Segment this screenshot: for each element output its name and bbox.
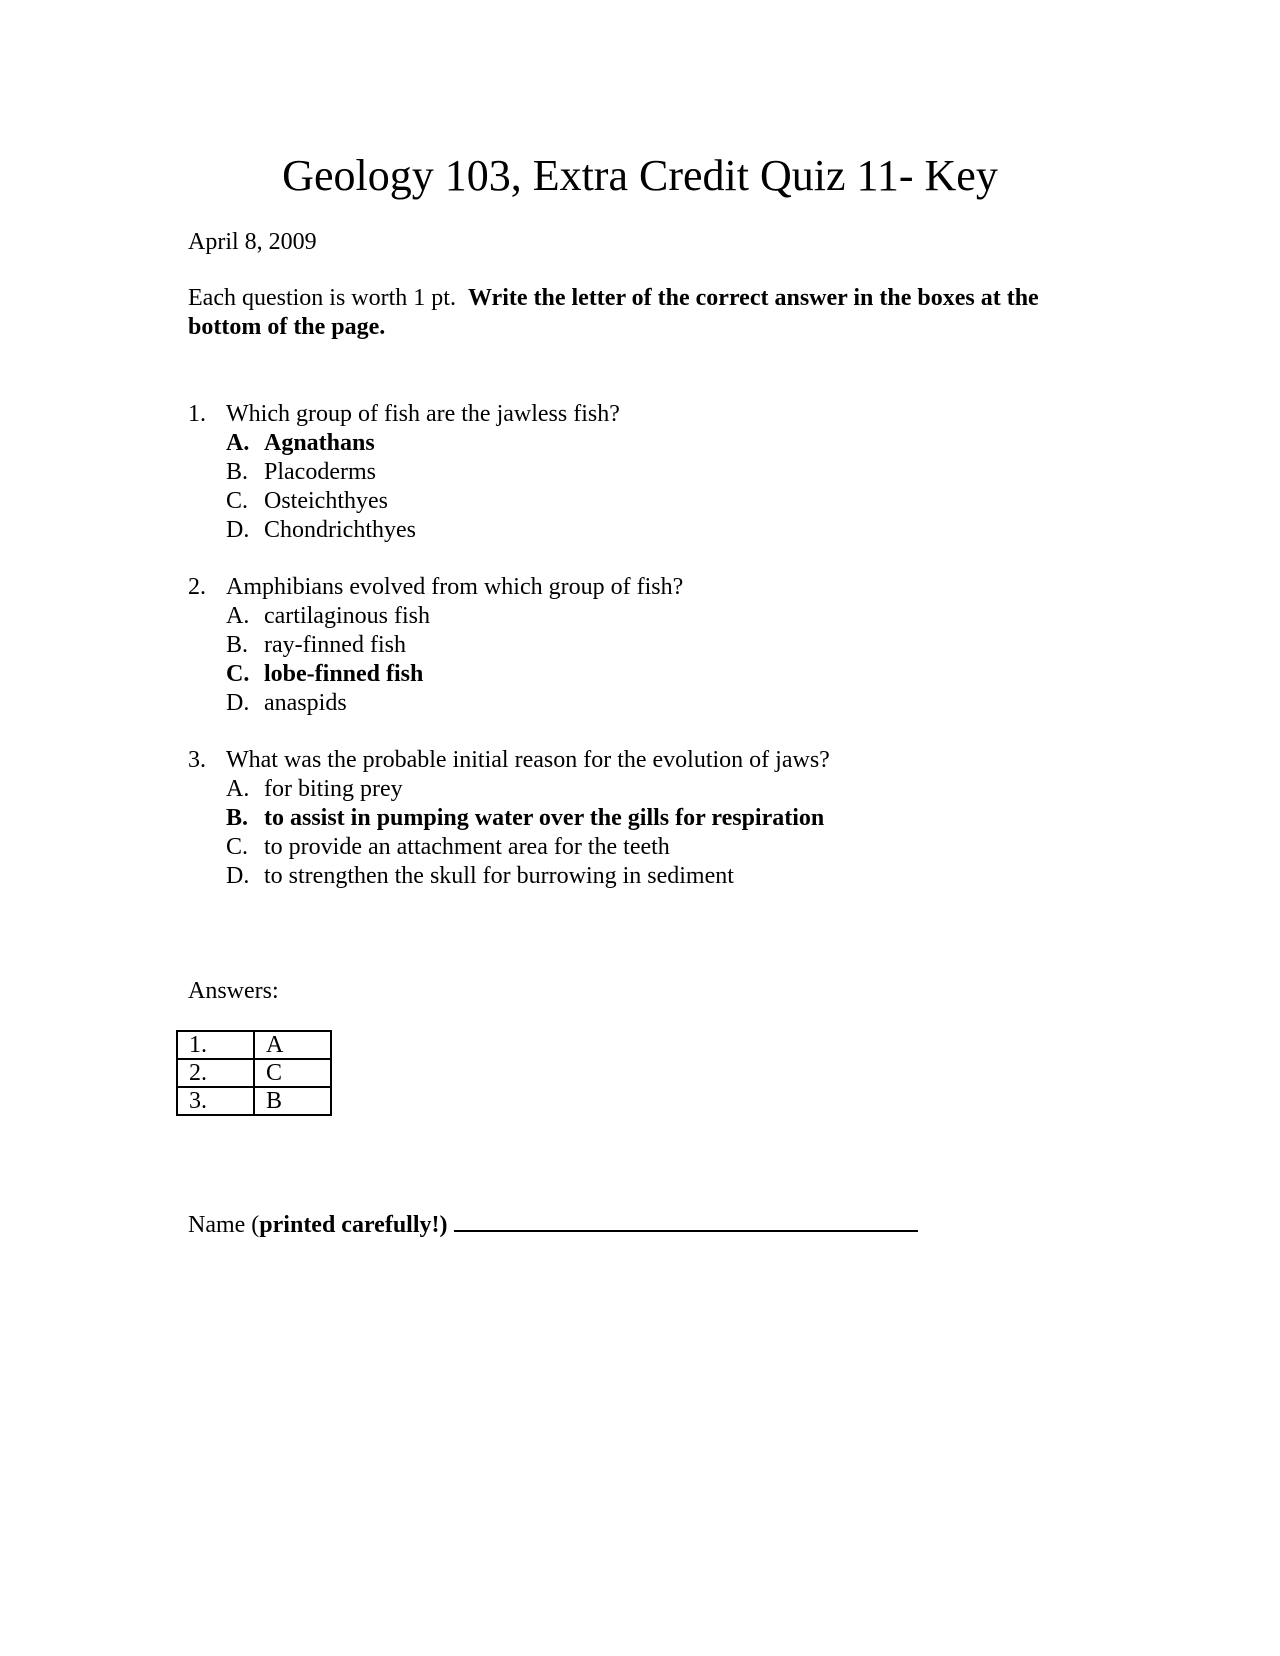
quiz-date: April 8, 2009 xyxy=(188,229,317,255)
name-instruction-bold: printed carefully!) xyxy=(259,1212,448,1238)
option-b xyxy=(188,804,830,833)
instructions-bold: Write the letter of the correct answer in the boxes at the bottom of the page. xyxy=(188,285,1039,340)
question-text: Amphibians evolved from which group of fish? xyxy=(226,574,684,600)
option-b xyxy=(188,631,683,660)
answers-table xyxy=(176,1030,332,1116)
answer-letter-cell: A xyxy=(254,1031,331,1059)
option-letter: C. xyxy=(226,488,249,514)
option-c xyxy=(188,833,830,862)
question-stem xyxy=(188,573,683,602)
option-text: to provide an attachment area for the teeth xyxy=(264,834,670,860)
option-text: Osteichthyes xyxy=(264,488,388,514)
option-letter: A. xyxy=(226,603,250,629)
option-letter: D. xyxy=(226,863,250,889)
page-title: Geology 103, Extra Credit Quiz 11- Key xyxy=(282,151,998,200)
option-d xyxy=(188,689,683,718)
instructions-normal: Each question is worth 1 pt. xyxy=(188,285,456,311)
option-letter: A. xyxy=(226,776,250,802)
question-number: 3. xyxy=(188,747,206,773)
name-prefix: Name ( xyxy=(188,1212,260,1238)
question-1 xyxy=(188,400,620,545)
option-a xyxy=(188,602,683,631)
answer-number-cell: 2. xyxy=(177,1059,254,1087)
question-text: What was the probable initial reason for the evolution of jaws? xyxy=(226,747,830,773)
question-2 xyxy=(188,573,683,718)
option-d xyxy=(188,862,830,891)
option-text: to strengthen the skull for burrowing in sediment xyxy=(264,863,734,889)
question-text: Which group of fish are the jawless fish? xyxy=(226,401,620,427)
option-c xyxy=(188,487,620,516)
answer-number-cell: 1. xyxy=(177,1031,254,1059)
option-letter: C. xyxy=(226,661,250,687)
answer-letter-cell: C xyxy=(254,1059,331,1087)
option-letter: B. xyxy=(226,459,249,485)
question-number: 1. xyxy=(188,401,206,427)
option-letter: D. xyxy=(226,517,250,543)
instructions xyxy=(188,284,1108,342)
option-d xyxy=(188,516,620,545)
option-c xyxy=(188,660,683,689)
option-text: Placoderms xyxy=(264,459,376,485)
table-row xyxy=(177,1059,331,1087)
answer-number-cell: 3. xyxy=(177,1087,254,1115)
option-letter: B. xyxy=(226,632,249,658)
name-blank-line xyxy=(454,1210,918,1232)
table-row xyxy=(177,1087,331,1115)
option-text: Chondrichthyes xyxy=(264,517,416,543)
option-letter: D. xyxy=(226,690,250,716)
option-text: for biting prey xyxy=(264,776,403,802)
answers-label: Answers: xyxy=(188,978,279,1004)
option-letter: C. xyxy=(226,834,249,860)
name-line xyxy=(188,1210,918,1239)
option-letter: A. xyxy=(226,430,250,456)
option-text: to assist in pumping water over the gills for respiration xyxy=(264,805,825,831)
question-stem xyxy=(188,746,830,775)
table-row xyxy=(177,1031,331,1059)
option-text: ray-finned fish xyxy=(264,632,406,658)
option-text: anaspids xyxy=(264,690,347,716)
option-b xyxy=(188,458,620,487)
option-text: cartilaginous fish xyxy=(264,603,430,629)
question-3 xyxy=(188,746,830,891)
question-stem xyxy=(188,400,620,429)
option-a xyxy=(188,429,620,458)
answer-letter-cell: B xyxy=(254,1087,331,1115)
option-letter: B. xyxy=(226,805,249,831)
option-text: Agnathans xyxy=(264,430,375,456)
option-text: lobe-finned fish xyxy=(264,661,424,687)
option-a xyxy=(188,775,830,804)
question-number: 2. xyxy=(188,574,206,600)
